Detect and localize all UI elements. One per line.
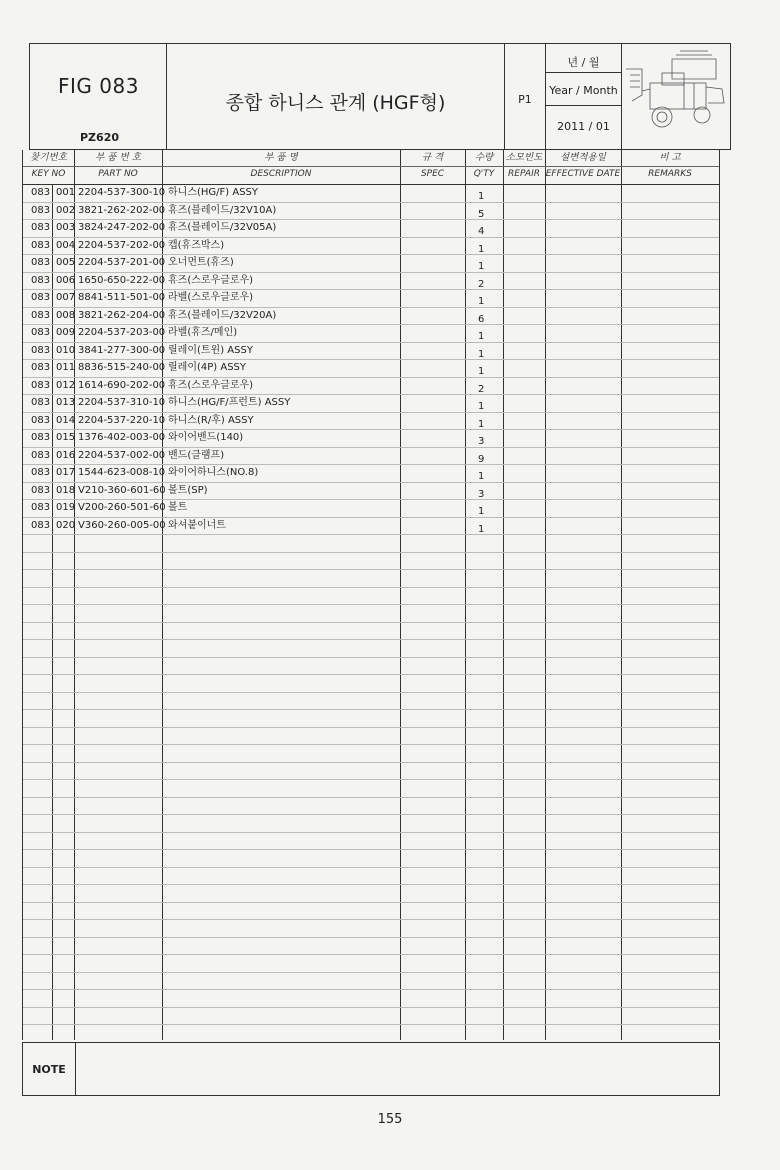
divider — [546, 72, 621, 73]
row-qty: 3 — [478, 488, 485, 500]
row-fig: 083 — [31, 309, 51, 321]
table-row — [23, 482, 719, 500]
row-qty: 6 — [478, 313, 485, 325]
row-part-no: V210-360-601-60 — [78, 484, 166, 496]
row-part-no: 3821-262-204-00 — [78, 309, 166, 321]
row-part-no: 3824-247-202-00 — [78, 222, 166, 233]
row-qty: 5 — [478, 208, 485, 220]
row-description: 휴즈(스로우글로우) — [168, 274, 254, 286]
row-rule — [23, 289, 719, 290]
table-row — [23, 464, 719, 482]
row-fig: 083 — [31, 187, 51, 198]
table-row — [23, 254, 719, 272]
row-fig: 083 — [31, 519, 51, 531]
year-month-cell — [546, 44, 622, 149]
row-key-no: 015 — [56, 432, 76, 443]
row-rule — [23, 814, 719, 815]
row-rule — [23, 919, 719, 920]
machine-illustration — [622, 45, 728, 130]
row-description: 와셔붙이너트 — [168, 519, 226, 531]
row-rule — [23, 604, 719, 605]
row-description: 볼트 — [168, 502, 188, 513]
row-key-no: 013 — [56, 397, 76, 408]
row-fig: 083 — [31, 239, 51, 251]
fig-cell — [30, 44, 167, 149]
year-month-korean: 년 / 월 — [567, 56, 600, 69]
column-header-key: 찾기번호 KEY NO — [30, 152, 67, 179]
row-rule — [23, 954, 719, 955]
row-part-no: V200-260-501-60 — [78, 502, 166, 513]
row-rule — [23, 762, 719, 763]
row-key-no: 003 — [56, 222, 76, 233]
row-fig: 083 — [31, 344, 51, 356]
row-description: 라벨(휴즈/메인) — [168, 327, 238, 338]
row-rule — [23, 1007, 719, 1008]
table-row — [23, 202, 719, 220]
row-rule — [23, 499, 719, 500]
row-rule — [23, 202, 719, 203]
row-rule — [23, 867, 719, 868]
model-code: PZ620 — [80, 131, 119, 144]
divider — [546, 105, 621, 106]
row-rule — [23, 744, 719, 745]
row-qty: 1 — [478, 296, 485, 307]
row-part-no: 2204-537-310-10 — [78, 397, 166, 408]
row-rule — [23, 884, 719, 885]
row-description: 캡(휴즈박스) — [168, 239, 225, 251]
row-rule — [23, 709, 719, 710]
column-header-spec: 규 격 SPEC — [420, 152, 445, 179]
year-month-value: 2011 / 01 — [557, 120, 610, 133]
row-rule — [23, 587, 719, 588]
row-rule — [23, 377, 719, 378]
year-month-english: Year / Month — [549, 84, 618, 97]
row-rule — [23, 639, 719, 640]
row-fig: 083 — [31, 397, 51, 408]
row-rule — [23, 447, 719, 448]
table-row — [23, 237, 719, 255]
row-qty: 4 — [478, 226, 485, 237]
table-row — [23, 184, 719, 202]
table-row — [23, 499, 719, 517]
table-row — [23, 359, 719, 377]
row-rule — [23, 482, 719, 483]
row-qty: 1 — [478, 243, 485, 255]
row-description: 볼트(SP) — [168, 484, 208, 496]
row-rule — [23, 674, 719, 675]
row-fig: 083 — [31, 414, 51, 426]
row-part-no: V360-260-005-00 — [78, 519, 166, 531]
row-key-no: 001 — [56, 187, 76, 198]
row-rule — [23, 657, 719, 658]
row-description: 하니스(HG/F) ASSY — [168, 187, 258, 198]
row-fig: 083 — [31, 274, 51, 286]
row-rule — [23, 972, 719, 973]
table-row — [23, 272, 719, 290]
row-rule — [23, 412, 719, 413]
row-fig: 083 — [31, 222, 51, 233]
row-rule — [23, 727, 719, 728]
row-part-no: 1650-650-222-00 — [78, 274, 166, 286]
header-divider — [23, 166, 719, 167]
table-row — [23, 394, 719, 412]
row-fig: 083 — [31, 379, 51, 391]
row-description: 휴즈(블레이드/32V10A) — [168, 204, 277, 216]
table-row — [23, 517, 719, 535]
row-rule — [23, 359, 719, 360]
row-key-no: 018 — [56, 484, 76, 496]
row-qty: 9 — [478, 453, 485, 465]
row-key-no: 016 — [56, 449, 76, 461]
row-part-no: 2204-537-203-00 — [78, 327, 166, 338]
row-description: 휴즈(블레이드/32V05A) — [168, 222, 277, 233]
row-qty: 1 — [478, 506, 485, 517]
row-rule — [23, 254, 719, 255]
row-part-no: 8841-511-501-00 — [78, 292, 166, 303]
row-rule — [23, 307, 719, 308]
row-key-no: 014 — [56, 414, 76, 426]
row-rule — [23, 849, 719, 850]
row-rule — [23, 797, 719, 798]
row-description: 릴레이(4P) ASSY — [168, 362, 246, 373]
row-qty: 1 — [478, 523, 485, 535]
page-code: P1 — [518, 93, 532, 106]
row-key-no: 009 — [56, 327, 76, 338]
row-rule — [23, 534, 719, 535]
row-fig: 083 — [31, 449, 51, 461]
row-fig: 083 — [31, 467, 51, 478]
row-rule — [23, 989, 719, 990]
page-title: 종합 하니스 관계 (HGF형) — [225, 92, 446, 114]
row-qty: 1 — [478, 331, 485, 342]
row-part-no: 1544-623-008-10 — [78, 467, 166, 478]
row-rule — [23, 394, 719, 395]
row-key-no: 007 — [56, 292, 76, 303]
row-qty: 1 — [478, 401, 485, 412]
row-key-no: 008 — [56, 309, 76, 321]
row-rule — [23, 902, 719, 903]
row-part-no: 1614-690-202-00 — [78, 379, 166, 391]
row-description: 와이어밴드(140) — [168, 432, 244, 443]
table-row — [23, 342, 719, 360]
row-rule — [23, 272, 719, 273]
row-fig: 083 — [31, 432, 51, 443]
row-part-no: 2204-537-202-00 — [78, 239, 166, 251]
table-row — [23, 307, 719, 325]
title-cell — [167, 44, 505, 149]
row-rule — [23, 517, 719, 518]
row-part-no: 2204-537-220-10 — [78, 414, 166, 426]
row-fig: 083 — [31, 362, 51, 373]
row-rule — [23, 237, 719, 238]
row-key-no: 005 — [56, 257, 76, 268]
column-header-remarks: 비 고 REMARKS — [648, 152, 692, 179]
row-qty: 1 — [478, 191, 485, 202]
row-description: 오너먼트(휴즈) — [168, 257, 234, 268]
row-rule — [23, 429, 719, 430]
row-rule — [23, 552, 719, 553]
note-box — [22, 1042, 720, 1096]
column-header-effective-date: 설변적용일 EFFECTIVE DATE — [545, 152, 621, 179]
row-key-no: 020 — [56, 519, 76, 531]
row-part-no: 2204-537-300-10 — [78, 187, 166, 198]
row-qty: 3 — [478, 436, 485, 447]
row-rule — [23, 832, 719, 833]
row-description: 라벨(스로우글로우) — [168, 292, 254, 303]
row-part-no: 3841-277-300-00 — [78, 344, 166, 356]
column-header-part: 부 품 번 호 PART NO — [95, 152, 141, 179]
row-description: 밴드(클램프) — [168, 449, 225, 461]
row-key-no: 002 — [56, 204, 76, 216]
row-fig: 083 — [31, 484, 51, 496]
row-rule — [23, 569, 719, 570]
row-description: 하니스(R/후) ASSY — [168, 414, 254, 426]
row-key-no: 006 — [56, 274, 76, 286]
table-row — [23, 377, 719, 395]
row-fig: 083 — [31, 204, 51, 216]
row-fig: 083 — [31, 502, 51, 513]
table-row — [23, 412, 719, 430]
page-number: 155 — [377, 1112, 403, 1127]
row-key-no: 004 — [56, 239, 76, 251]
row-part-no: 2204-537-201-00 — [78, 257, 166, 268]
row-rule — [23, 219, 719, 220]
page-code-cell — [505, 44, 546, 149]
row-description: 하니스(HG/F/프런트) ASSY — [168, 397, 291, 408]
row-part-no: 3821-262-202-00 — [78, 204, 166, 216]
row-rule — [23, 324, 719, 325]
row-rule — [23, 692, 719, 693]
row-rule — [23, 622, 719, 623]
row-rule — [23, 464, 719, 465]
row-qty: 1 — [478, 366, 485, 377]
row-key-no: 017 — [56, 467, 76, 478]
row-key-no: 019 — [56, 502, 76, 513]
table-row — [23, 429, 719, 447]
row-fig: 083 — [31, 327, 51, 338]
note-label: NOTE — [23, 1043, 76, 1095]
row-part-no: 8836-515-240-00 — [78, 362, 166, 373]
column-header-repair: 소모빈도 REPAIR — [505, 152, 543, 179]
row-rule — [23, 1024, 719, 1025]
parts-table — [22, 150, 720, 1040]
row-description: 휴즈(스로우글로우) — [168, 379, 254, 391]
row-qty: 1 — [478, 348, 485, 360]
fig-number: FIG 083 — [58, 74, 139, 98]
table-row — [23, 447, 719, 465]
row-fig: 083 — [31, 257, 51, 268]
row-description: 와이어하니스(NO.8) — [168, 467, 259, 478]
row-description: 릴레이(트윈) ASSY — [168, 344, 253, 356]
row-qty: 2 — [478, 278, 485, 290]
table-row — [23, 324, 719, 342]
row-key-no: 010 — [56, 344, 76, 356]
row-rule — [23, 937, 719, 938]
row-qty: 1 — [478, 261, 485, 272]
row-fig: 083 — [31, 292, 51, 303]
row-description: 휴즈(블레이드/32V20A) — [168, 309, 277, 321]
row-rule — [23, 342, 719, 343]
column-header-qty: 수량 Q'TY — [473, 152, 495, 179]
column-header-description: 부 품 명 DESCRIPTION — [250, 152, 312, 179]
row-part-no: 2204-537-002-00 — [78, 449, 166, 461]
row-key-no: 012 — [56, 379, 76, 391]
row-part-no: 1376-402-003-00 — [78, 432, 166, 443]
row-qty: 1 — [478, 418, 485, 430]
table-row — [23, 289, 719, 307]
table-row — [23, 219, 719, 237]
row-key-no: 011 — [56, 362, 76, 373]
row-qty: 2 — [478, 383, 485, 395]
row-rule — [23, 779, 719, 780]
row-qty: 1 — [478, 471, 485, 482]
